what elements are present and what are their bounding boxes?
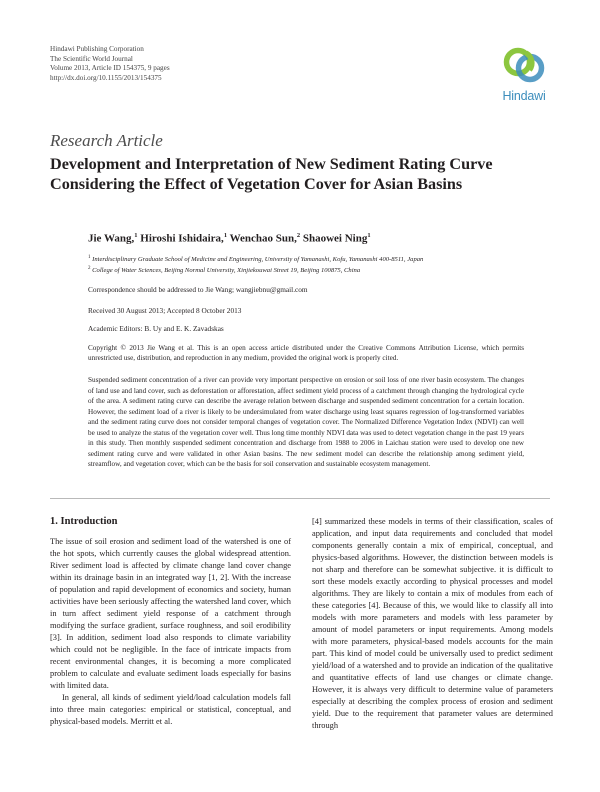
- affiliation-marker: 2: [296, 232, 301, 239]
- received-dates: Received 30 August 2013; Accepted 8 October 2013: [88, 306, 242, 315]
- article-type: Research Article: [50, 131, 163, 150]
- section-divider: [50, 498, 550, 499]
- affiliation-1: [88, 255, 423, 263]
- publisher: Hindawi Publishing Corporation: [50, 45, 144, 53]
- author-list: [88, 232, 371, 245]
- affiliation-number: 2: [88, 266, 91, 271]
- affiliation-marker: 1: [367, 232, 371, 239]
- hindawi-logo: [496, 44, 552, 106]
- affiliation-number: 1: [88, 255, 91, 260]
- author-name: Jie Wang,: [88, 232, 135, 245]
- copyright-notice: Copyright © 2013 Jie Wang et al. This is an open access article distributed under the Creative Commons Attribution License, which permits unrestricted use, distribution, and reproduction in any medium, provided the original work is properly cited.: [88, 344, 524, 363]
- affiliation-marker: 1: [134, 232, 138, 239]
- paragraph: [4] summarized these models in terms of their classification, scales of application, and input data requirements and concluded that model components generally contain a mix of empirical, conceptual, and physics-based algorithms. However, the distinction between models is not sharp and therefore can be somewhat subjective. it is difficult to sort these models exactly according to physical processes and model algorithms. They are likely to contain a mix of modules from each of these categories [4]. Because of this, we would like to classify all into models with more parameters and models with less parameter by amount of model parameters or input requirements. Among models with more parameters, physical-based models accounts for the main part. This kind of model could be universally used to predict sediment yield/load of a watershed and to provide an indication of the qualitative and quantitative effects of land use changes or climate change. However, it is always very difficult to determine value of parameters especially at describing the complex process of erosion and sediment yield. Due to the requirement that parameter values are determined through: [312, 517, 553, 730]
- journal-name: The Scientific World Journal: [50, 54, 133, 63]
- author-name: Shaowei Ning: [302, 232, 368, 245]
- section-heading: 1. Introduction: [50, 516, 118, 527]
- author-name: Wenchao Sun,: [229, 232, 297, 245]
- correspondence: Correspondence should be addressed to Jie Wang; wangjiebnu@gmail.com: [88, 285, 308, 294]
- article-title: [50, 154, 570, 194]
- journal-header: [50, 45, 170, 83]
- title-line-1: Development and Interpretation of New Sediment Rating Curve: [50, 155, 493, 173]
- affiliation-text: Interdisciplinary Graduate School of Medicine and Engineering, University of Yamanashi, Kofu, Yamanashi 400-8511, Japan: [92, 256, 424, 264]
- body-column-left: [50, 536, 291, 728]
- hindawi-logo-icon: [496, 44, 552, 88]
- affiliation-2: [88, 266, 360, 274]
- affiliation-marker: 1: [223, 232, 228, 239]
- academic-editors: Academic Editors: B. Uy and E. K. Zavadskas: [88, 324, 224, 333]
- body-column-right: [312, 516, 553, 732]
- paragraph: The issue of soil erosion and sediment load of the watershed is one of the hot spots, which currently causes the global widespread attention. River sediment load is affected by climate change land cover change within its drainage basin in an integrated way [1, 2]. With the increase of population and rapid development of economics and society, human activities have been seriously affecting the watershed land cover, which in turn affect sediment yield response of a catchment through modifying the surface gradient, surface roughness, and soil erodibility [3]. In addition, sediment load also responds to climate variability which could not be negligible. In the face of intricate impacts from recent environmental changes, it is becoming a more complicated problem to calculate and evaluate sediment loads especially for basins with limited data.: [50, 537, 291, 690]
- logo-wordmark: Hindawi: [502, 89, 546, 103]
- title-line-2: Considering the Effect of Vegetation Cover for Asian Basins: [50, 175, 463, 193]
- abstract: Suspended sediment concentration of a river can provide very important perspective on erosion or soil loss of one river basin ecosystem. The changes of land use and land cover, such as deforestation or afforestation, affect sediment yield process of a catchment through changing the hydrological cycle of the area. A sediment rating curve can describe the average relation between discharge and suspended sediment concentration for a certain location. However, the sediment load of a river is likely to be undersimulated from water discharge using least squares regression of log-transformed variables and the sediment rating curve does not consider temporal changes of vegetation cover. The Normalized Difference Vegetation Index (NDVI) can well be used to analyze the status of the vegetation cover well. Thus long time monthly NDVI data was used to detect vegetation change in the past 19 years in this study. Then monthly suspended sediment concentration and discharge from 1988 to 2006 in Laichau station were used to develop one new sediment rating curve and were validated in other Asian basins. The new sediment model can describe the relationship among sediment yield, streamflow, and vegetation cover, which can be the basis for soil conservation and sustainable ecosystem management.: [88, 376, 524, 468]
- paragraph: In general, all kinds of sediment yield/load calculation models fall into three main categories: empirical or statistical, conceptual, and physical-based models. Merritt et al.: [50, 693, 291, 726]
- affiliation-text: College of Water Sciences, Beijing Normal University, Xinjiekouwai Street 19, Beijing 100875, China: [92, 267, 361, 275]
- doi-link[interactable]: http://dx.doi.org/10.1155/2013/154375: [50, 73, 162, 82]
- volume-line: Volume 2013, Article ID 154375, 9 pages: [50, 64, 170, 73]
- author-name: Hiroshi Ishidaira,: [140, 232, 224, 245]
